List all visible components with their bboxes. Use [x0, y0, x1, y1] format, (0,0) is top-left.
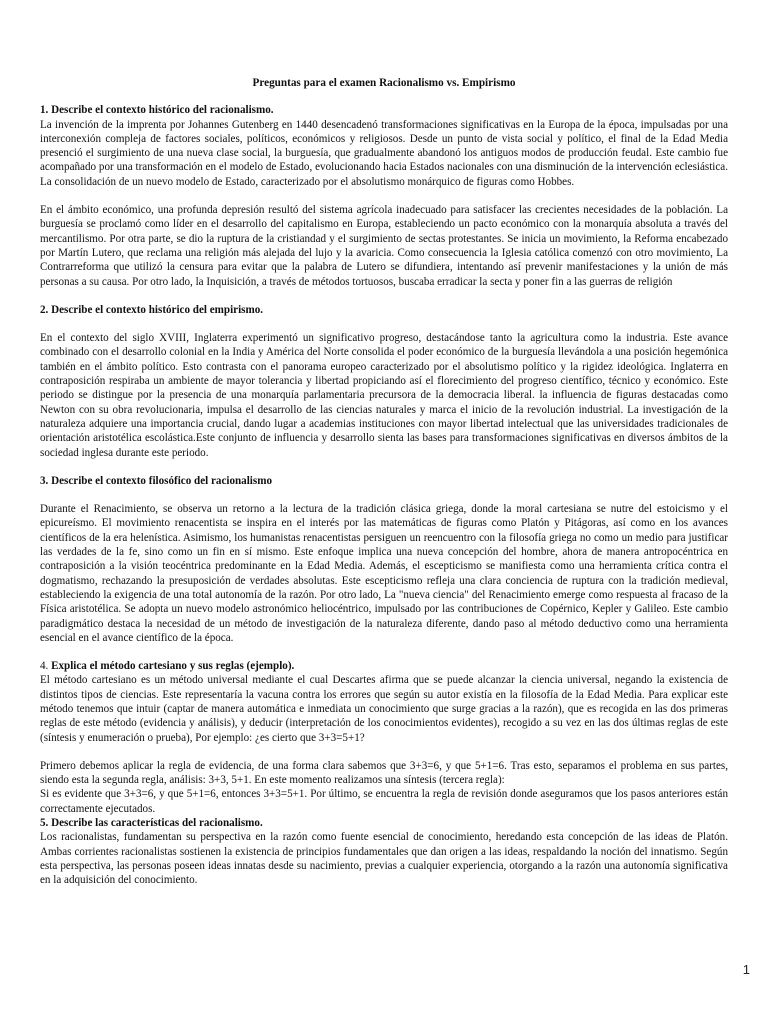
section-4: [40, 659, 728, 816]
paragraph: Si es evidente que 3+3=6, y que 5+1=6, entonces 3+3=5+1. Por último, se encuentra la regla de revisión donde aseguramos que los pasos anteriores están correctamente ejecutados.: [40, 788, 728, 815]
section-1: [40, 103, 728, 289]
page-number: 1: [742, 962, 750, 977]
document-title: Preguntas para el examen Racionalismo vs. Empirismo: [252, 77, 516, 89]
section-heading: 2. Describe el contexto histórico del empirismo.: [40, 303, 264, 316]
paragraph: Primero debemos aplicar la regla de evidencia, de una forma clara sabemos que 3+3=6, y que 5+1=6. Tras esto, separamos el problema en sus partes, siendo esta la segunda regla, análisis: 3+3, 5+1. En este momento realizamos una síntesis (tercera regla):: [40, 759, 728, 787]
paragraph: Los racionalistas, fundamentan su perspectiva en la razón como fuente esencial de conocimiento, heredando esta concepción de las ideas de Platón. Ambas corrientes racionalistas sostienen la existencia de principios fundamentales que dan origen a las ideas, respaldando la noción del innatismo. Según esta perspectiva, las personas poseen ideas innatas desde su nacimiento, previas a cualquier experiencia, otorgando a la razón una autonomía significativa en la adquisición del conocimiento.: [40, 831, 728, 887]
section-5: [40, 816, 728, 887]
section-heading: 5. Describe las características del racionalismo.: [40, 817, 263, 830]
paragraph: Durante el Renacimiento, se observa un retorno a la lectura de la tradición clásica griega, donde la moral cartesiana se nutre del estoicismo y el epicureísmo. El movimiento renacentista se inspira en el interés por las matemáticas de figuras como Platón y Pitágoras, así como en los avances científicos de la era helenística. Asimismo, los humanistas renacentistas persiguen un reencuentro con la filosofía griega no como un medio para justificar las verdades de la fe, sino como un fin en sí mismo. Este enfoque implica una nueva concepción del hombre, ahora de manera antropocéntrica en contraposición a la visión teocéntrica predominante en la Edad Media. Además, el escepticismo se manifiesta como una herramienta crítica contra el dogmatismo, rechazando la presuposición de verdades absolutas. Este escepticismo refleja una clara conciencia de ruptura con la tradición medieval, estableciendo la exigencia de una total autonomía de la razón. Por otro lado, La "nueva ciencia" del Renacimiento emerge como respuesta al fracaso de la Física aristotélica. Se adopta un nuevo modelo astronómico heliocéntrico, impulsado por las contribuciones de Copérnico, Kepler y Galileo. Este cambio paradigmático destaca la necesidad de un método de investigación de la naturaleza diferente, dando paso al método deductivo como una herramienta esencial en el avance científico de la época.: [40, 503, 728, 644]
section-heading: 3. Describe el contexto filosófico del racionalismo: [40, 474, 272, 487]
heading-text: Explica el método cartesiano y sus reglas (ejemplo).: [51, 660, 295, 673]
document-page: [40, 76, 728, 902]
section-2: [40, 303, 728, 460]
heading-number: 4.: [40, 660, 52, 673]
section-heading: [40, 659, 728, 673]
paragraph: La invención de la imprenta por Johannes Gutenberg en 1440 desencadenó transformaciones significativas en la Europa de la época, impulsadas por una interconexión compleja de factores sociales, políticos, económicos y religiosos. Desde un punto de vista social y político, el final de la Edad Media presenció el surgimiento de una nueva clase social, la burguesía, que gradualmente abandonó los antiguos modos de producción feudal. Este cambio fue acompañado por una transformación en el modelo de Estado, evolucionando hacia Estados nacionales con una disminución de la intervención eclesiástica. La consolidación de un nuevo modelo de Estado, caracterizado por el absolutismo monárquico de figuras como Hobbes.: [40, 118, 728, 188]
paragraph: El método cartesiano es un método universal mediante el cual Descartes afirma que se puede alcanzar la ciencia universal, negando la existencia de distintos tipos de ciencias. Este representaría la vacuna contra los errores que según su autor existía en la filosofía de la Edad Media. Para explicar este método tenemos que intuir (captar de manera automática e inmediata un conocimiento que surge gracias a la razón), que es recogida en las dos primeras reglas de este método (evidencia y análisis), y deducir (interpretación de los conocimientos evidentes), recogido a su vez en las dos últimas reglas de este (síntesis y enumeración o prueba), Por ejemplo: ¿es cierto que 3+3=5+1?: [40, 674, 728, 744]
paragraph: En el ámbito económico, una profunda depresión resultó del sistema agrícola inadecuado para satisfacer las crecientes necesidades de la población. La burguesía se proclamó como líder en el desarrollo del capitalismo en Europa, estableciendo un pacto económico con la monarquía absoluta a través del mercantilismo. Por otra parte, se dio la ruptura de la cristiandad y el surgimiento de sectas protestantes. Se inicia un movimiento, la Reforma encabezado por Martín Lutero, que reclama una religión más alejada del lujo y la avaricia. Como consecuencia la Iglesia católica comenzó con otro movimiento, La Contrarreforma que utilizó la censura para evitar que la palabra de Lutero se difundiera, intentando así prevenir manifestaciones y la unión de más personas a su causa. Por otro lado, la Inquisición, a través de métodos tortuosos, buscaba erradicar la secta y poner fin a las guerras de religión: [40, 204, 728, 288]
paragraph: En el contexto del siglo XVIII, Inglaterra experimentó un significativo progreso, destacándose tanto la agricultura como la industria. Este avance combinado con el desarrollo colonial en la India y América del Norte consolida el poder económico de la burguesía llevándola a una posición hegemónica también en el ámbito político. Esto contrasta con el panorama europeo caracterizado por el absolutismo político y la rigidez ideológica. Inglaterra en contraposición respiraba un ambiente de mayor tolerancia y libertad propiciando así el florecimiento del progreso científico, técnico y económico. Este periodo se distingue por la presencia de una monarquía parlamentaria precursora de la democracia liberal. la influencia de figuras destacadas como Newton con su obra revolucionaria, impulsa el desarrollo de las ciencias naturales y marca el inicio de la revolución industrial. La investigación de la naturaleza adquiere una importancia crucial, dando lugar a academias instituciones con mayor libertad intelectual que las universidades tradicionales de orientación aristotélica escolástica.Este conjunto de influencia y desarrollo sienta las bases para transformaciones significativas en diversos ámbitos de la sociedad inglesa durante este periodo.: [40, 332, 728, 459]
section-3: [40, 474, 728, 645]
section-heading: 1. Describe el contexto histórico del racionalismo.: [40, 104, 274, 117]
